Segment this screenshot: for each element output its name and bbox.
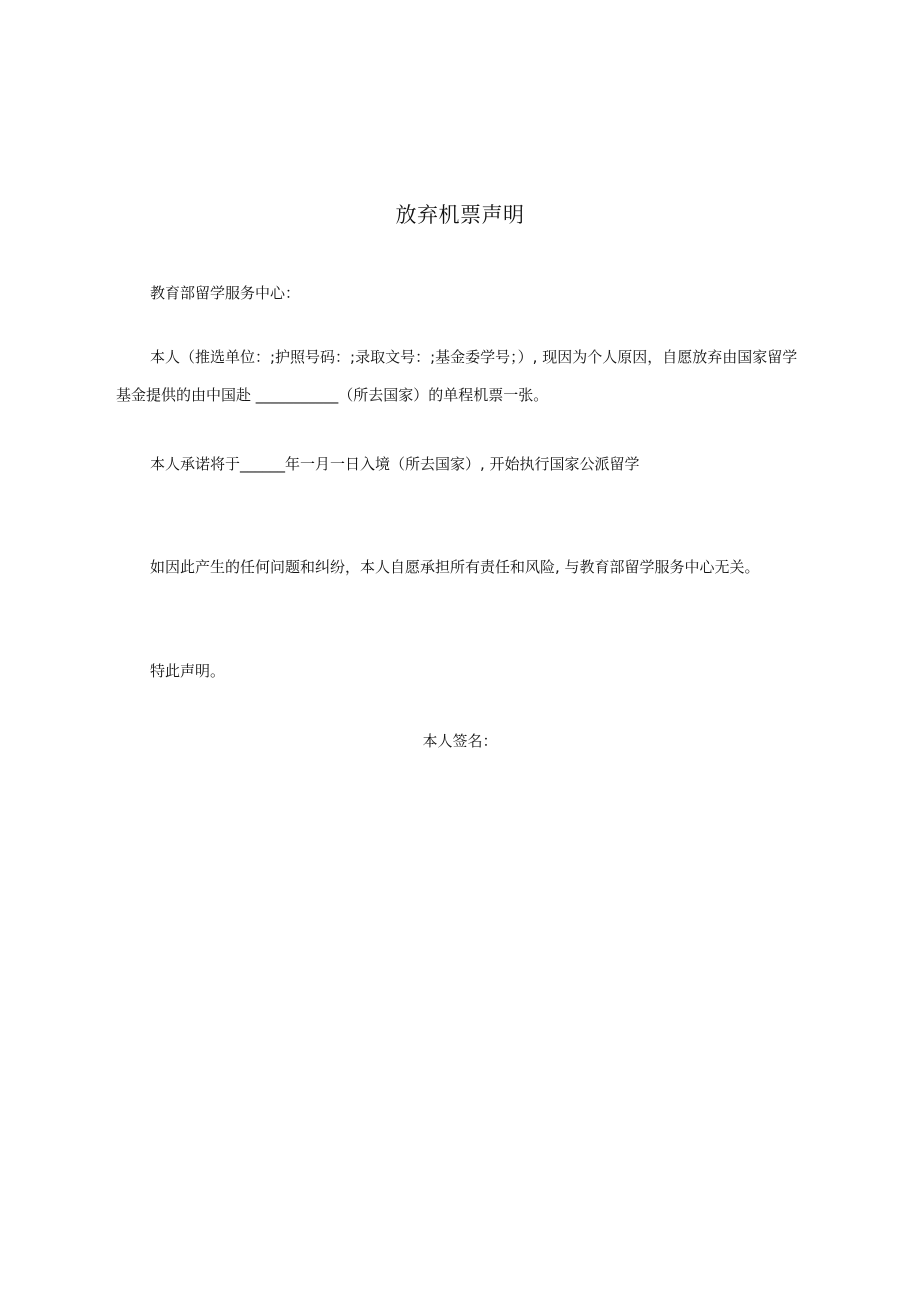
statement-paragraph-1-text: 本人（推选单位：;护照号码：;录取文号：;基金委学号；）, 现因为个人原因，自愿放弃由国家留学基金提供的由中国赴 ___________（所去国家）的单程机票一张。 <box>116 348 798 404</box>
closing-line <box>116 652 810 690</box>
liability-paragraph <box>116 548 810 586</box>
statement-paragraph-1 <box>116 338 810 414</box>
salutation-text: 教育部留学服务中心： <box>150 284 301 302</box>
document-title: 放弃机票声明 <box>395 203 525 227</box>
closing-text: 特此声明。 <box>150 662 226 680</box>
salutation-line <box>116 274 810 312</box>
commitment-paragraph <box>116 445 810 483</box>
commitment-paragraph-text: 本人承诺将于______年一月一日入境（所去国家）, 开始执行国家公派留学 <box>150 455 640 473</box>
liability-paragraph-text: 如因此产生的任何问题和纠纷，本人自愿承担所有责任和风险, 与教育部留学服务中心无关。 <box>150 558 760 576</box>
signature-label: 本人签名： <box>422 732 498 750</box>
